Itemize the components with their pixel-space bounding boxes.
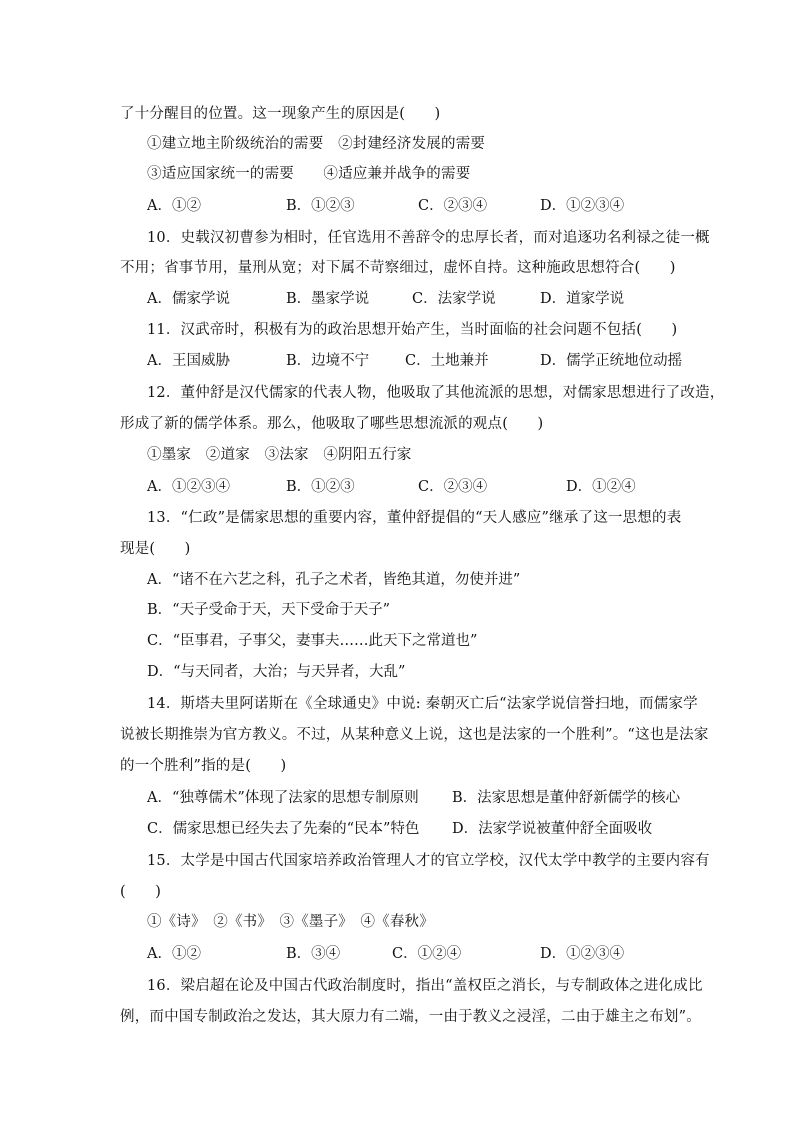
question-13-text-2: 现是( )	[120, 541, 191, 557]
question-14-option-c: C．儒家思想已经失去了先秦的“民本”特色	[147, 821, 420, 837]
question-10-option-a: A．儒家学说	[147, 291, 230, 307]
question-15-text-1: 15．太学是中国古代国家培养政治管理人才的官立学校，汉代太学中教学的主要内容有	[147, 853, 710, 869]
question-12-text-2: 形成了新的儒学体系。那么，他吸取了哪些思想流派的观点( )	[120, 416, 544, 432]
question-15-option-c: C．①②④	[392, 946, 462, 962]
question-11-option-a: A．王国威胁	[147, 353, 230, 369]
question-14-option-d: D．法家学说被董仲舒全面吸收	[452, 821, 653, 837]
question-9-option-d: D．①②③④	[540, 198, 625, 214]
question-12-option-d: D．①②④	[566, 479, 636, 495]
question-12-option-c: C．②③④	[418, 479, 488, 495]
question-12-option-b: B．①②③	[286, 479, 355, 495]
question-14-option-a: A．“独尊儒术”体现了法家的思想专制原则	[147, 790, 419, 806]
question-10-option-d: D．道家学说	[540, 291, 625, 307]
question-10-text-1: 10．史载汉初曹参为相时，任官选用不善辞令的忠厚长者，而对追逐功名利禄之徒一概	[147, 230, 710, 246]
question-11-option-d: D．儒学正统地位动摇	[540, 353, 683, 369]
question-13-option-b: B．“天子受命于天，天下受命于天子”	[147, 602, 390, 618]
question-15-option-a: A．①②	[147, 946, 201, 962]
question-9-option-b: B．①②③	[286, 198, 355, 214]
question-10-option-b: B．墨家学说	[286, 291, 370, 307]
question-14-option-b: B．法家思想是董仲舒新儒学的核心	[452, 790, 681, 806]
question-9-statement-1: ①建立地主阶级统治的需要 ②封建经济发展的需要	[147, 136, 486, 152]
question-13-option-a: A．“诸不在六艺之科，孔子之术者，皆绝其道，勿使并进”	[147, 572, 521, 588]
question-11-text: 11．汉武帝时，积极有为的政治思想开始产生，当时面临的社会问题不包括( )	[147, 322, 678, 338]
question-13-text-1: 13．“仁政”是儒家思想的重要内容，董仲舒提倡的“天人感应”继承了这一思想的表	[147, 510, 682, 526]
question-15-statements: ①《诗》 ②《书》 ③《墨子》 ④《春秋》	[147, 914, 434, 930]
question-11-option-c: C．土地兼并	[405, 353, 489, 369]
question-16-text-1: 16．梁启超在论及中国古代政治制度时，指出“盖权臣之消长，与专制政体之进化成比	[147, 978, 703, 994]
question-9-option-a: A．①②	[147, 198, 201, 214]
question-12-text-1: 12．董仲舒是汉代儒家的代表人物，他吸取了其他流派的思想，对儒家思想进行了改造，	[147, 385, 725, 401]
question-14-text-1: 14．斯塔夫里阿诺斯在《全球通史》中说: 秦朝灭亡后“法家学说信誉扫地，而儒家学	[147, 696, 698, 712]
question-16-text-2: 例，而中国专制政治之发达，其大原力有二端，一由于教义之浸淫，二由于雄主之布划”。	[120, 1009, 701, 1025]
question-15-option-b: B．③④	[286, 946, 341, 962]
question-11-option-b: B．边境不宁	[286, 353, 370, 369]
question-15-text-2: ( )	[120, 884, 162, 900]
question-9-statement-2: ③适应国家统一的需要 ④适应兼并战争的需要	[147, 166, 471, 182]
question-12-statements: ①墨家 ②道家 ③法家 ④阴阳五行家	[147, 447, 412, 463]
question-13-option-d: D．“与天同者，大治；与天异者，大乱”	[147, 664, 406, 680]
question-10-option-c: C．法家学说	[412, 291, 496, 307]
question-14-text-3: 的一个胜利”指的是( )	[120, 758, 287, 774]
question-14-text-2: 说被长期推崇为官方教义。不过，从某种意义上说，这也是法家的一个胜利”。“这也是法家	[120, 727, 709, 743]
question-9-option-c: C．②③④	[418, 198, 488, 214]
question-10-text-2: 不用；省事节用，量刑从宽；对下属不苛察细过，虚怀自持。这种施政思想符合( )	[120, 260, 676, 276]
question-12-option-a: A．①②③④	[147, 479, 230, 495]
question-15-option-d: D．①②③④	[540, 946, 625, 962]
question-9-text: 了十分醒目的位置。这一现象产生的原因是( )	[120, 106, 441, 122]
question-13-option-c: C．“臣事君，子事父，妻事夫……此天下之常道也”	[147, 633, 478, 649]
